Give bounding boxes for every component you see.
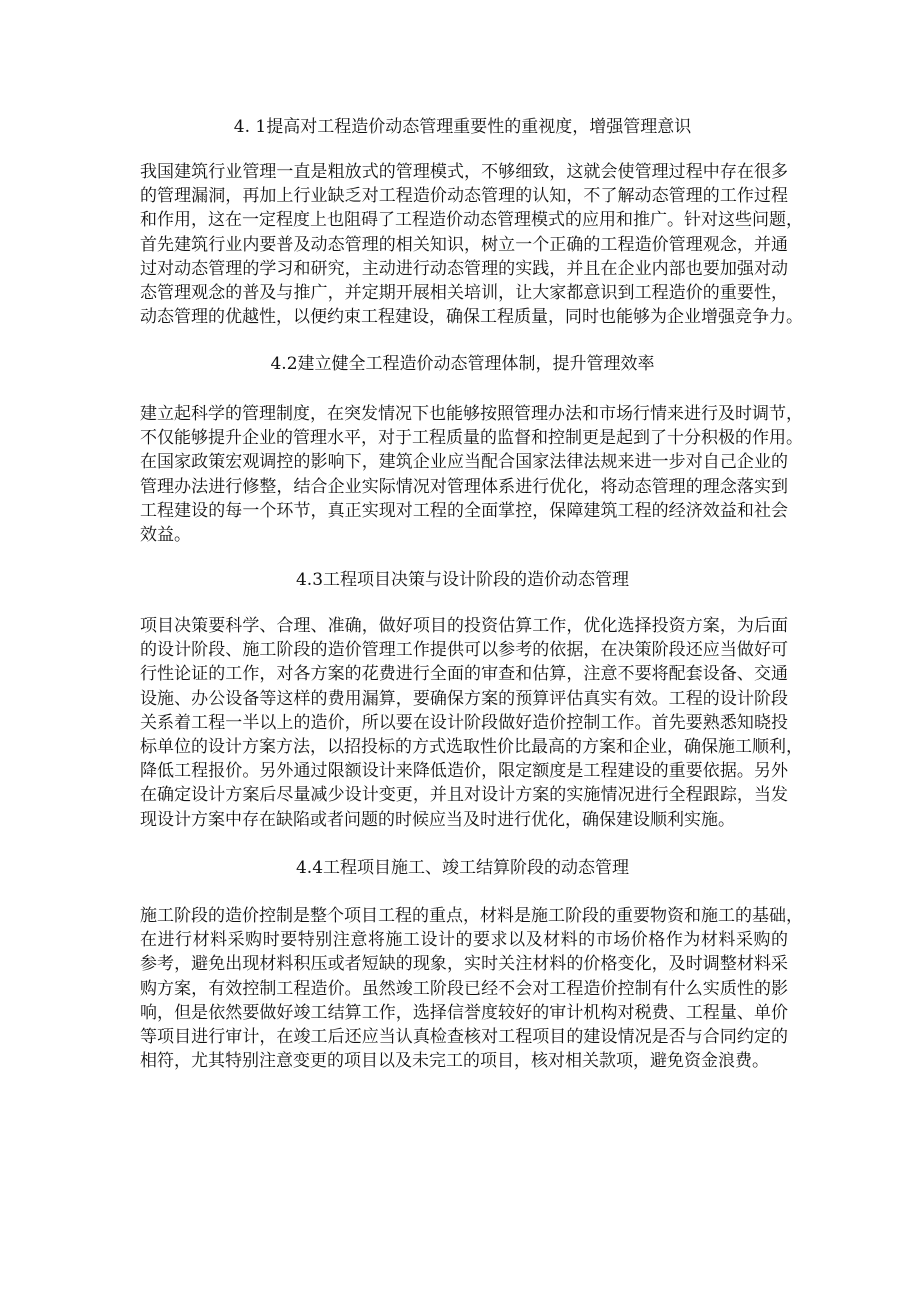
paragraph-line: 的管理漏洞，再加上行业缺乏对工程造价动态管理的认知，不了解动态管理的工作过程 [140, 186, 788, 207]
paragraph-line: 工程建设的每一个环节，真正实现对工程的全面掌控，保障建筑工程的经济效益和社会 [140, 500, 788, 521]
paragraph-line: 过对动态管理的学习和研究，主动进行动态管理的实践，并且在企业内部也要加强对动 [140, 258, 788, 279]
paragraph-line: 降低工程报价。另外通过限额设计来降低造价，限定额度是工程建设的重要依据。另外 [140, 761, 788, 782]
section-paragraph-4-1 [140, 160, 803, 329]
paragraph-line: 管理办法进行修整，结合企业实际情况对管理体系进行优化，将动态管理的理念落实到 [140, 476, 788, 497]
paragraph-line: 响，但是依然要做好竣工结算工作，选择信誉度较好的审计机构对税费、工程量、单价 [140, 1002, 788, 1023]
paragraph-line: 等项目进行审计，在竣工后还应当认真检查核对工程项目的建设情况是否与合同约定的 [140, 1026, 788, 1047]
section-heading-4-4: 4.4工程项目施工、竣工结算阶段的动态管理 [295, 858, 630, 878]
paragraph-line: 的设计阶段、施工阶段的造价管理工作提供可以参考的依据，在决策阶段还应当做好可 [140, 640, 788, 661]
paragraph-line: 标单位的设计方案方法，以招投标的方式选取性价比最高的方案和企业，确保施工顺利， [140, 736, 803, 757]
paragraph-line: 施工阶段的造价控制是整个项目工程的重点，材料是施工阶段的重要物资和施工的基础， [140, 906, 803, 926]
section-heading-4-3: 4.3工程项目决策与设计阶段的造价动态管理 [295, 570, 630, 590]
section-paragraph-4-3 [140, 614, 803, 832]
section-heading-4-1: 4. 1提高对工程造价动态管理重要性的重视度，增强管理意识 [233, 117, 692, 137]
paragraph-line: 行性论证的工作，对各方案的花费进行全面的审查和估算，注意不要将配套设备、交通 [140, 664, 788, 685]
section-heading-4-2: 4.2建立健全工程造价动态管理体制，提升管理效率 [270, 354, 655, 374]
paragraph-line: 动态管理的优越性，以便约束工程建设，确保工程质量，同时也能够为企业增强竞争力。 [140, 307, 803, 328]
paragraph-line: 首先建筑行业内要普及动态管理的相关知识，树立一个正确的工程造价管理观念，并通 [140, 234, 788, 255]
paragraph-line: 不仅能够提升企业的管理水平，对于工程质量的监督和控制更是起到了十分积极的作用。 [140, 428, 803, 449]
paragraph-line: 我国建筑行业管理一直是粗放式的管理模式，不够细致，这就会使管理过程中存在很多 [140, 162, 788, 182]
paragraph-line: 在进行材料采购时要特别注意将施工设计的要求以及材料的市场价格作为材料采购的 [140, 930, 788, 951]
paragraph-line: 相符，尤其特别注意变更的项目以及未完工的项目，核对相关款项，避免资金浪费。 [140, 1051, 769, 1072]
paragraph-line: 设施、办公设备等这样的费用漏算，要确保方案的预算评估真实有效。工程的设计阶段 [140, 688, 788, 709]
paragraph-line: 建立起科学的管理制度，在突发情况下也能够按照管理办法和市场行情来进行及时调节， [140, 404, 803, 424]
paragraph-line: 效益。 [140, 524, 191, 545]
paragraph-line: 在确定设计方案后尽量减少设计变更，并且对设计方案的实施情况进行全程跟踪，当发 [140, 785, 788, 806]
paragraph-line: 态管理观念的普及与推广，并定期开展相关培训，让大家都意识到工程造价的重要性， [140, 282, 788, 303]
section-paragraph-4-2 [140, 402, 803, 547]
paragraph-line: 关系着工程一半以上的造价，所以要在设计阶段做好造价控制工作。首先要熟悉知晓投 [140, 712, 788, 733]
paragraph-line: 项目决策要科学、合理、准确，做好项目的投资估算工作，优化选择投资方案，为后面 [140, 616, 788, 636]
paragraph-line: 购方案，有效控制工程造价。虽然竣工阶段已经不会对工程造价控制有什么实质性的影 [140, 978, 788, 999]
paragraph-line: 和作用，这在一定程度上也阻碍了工程造价动态管理模式的应用和推广。针对这些问题， [140, 210, 803, 231]
section-paragraph-4-4 [140, 904, 803, 1073]
paragraph-line: 现设计方案中存在缺陷或者问题的时候应当及时进行优化，确保建设顺利实施。 [140, 809, 735, 830]
paragraph-line: 在国家政策宏观调控的影响下，建筑企业应当配合国家法律法规来进一步对自己企业的 [140, 452, 788, 473]
paragraph-line: 参考，避免出现材料积压或者短缺的现象，实时关注材料的价格变化，及时调整材料采 [140, 954, 788, 975]
